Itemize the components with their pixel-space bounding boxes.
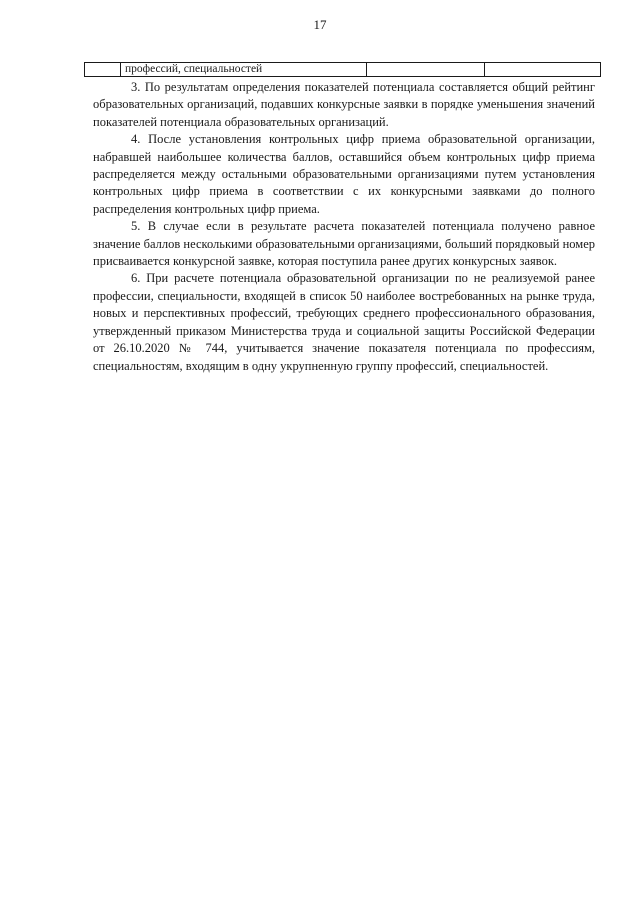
table-cell-number <box>85 63 121 77</box>
paragraph-4: 4. После установления контрольных цифр приема образовательной организации, набравшей наибольшее количества баллов, оставшийся объем контрольных цифр приема распределяется между остальными образовательными организациями путем установления контрольных цифр приема в соответствии с их конкурсными заявками до полного распределения контрольных цифр приема. <box>93 132 595 216</box>
table-cell-score <box>485 63 601 77</box>
document-body <box>93 79 595 375</box>
page-number: 17 <box>313 17 327 32</box>
table-cell-indicator: профессий, специальностей <box>121 63 367 77</box>
paragraph-3: 3. По результатам определения показателей потенциала составляется общий рейтинг образовательных организаций, подавших конкурсные заявки в порядке уменьшения значений показателей потенциала образовательных организаций. <box>93 80 595 129</box>
paragraph-5: 5. В случае если в результате расчета показателей потенциала получено равное значение баллов несколькими образовательными организациями, больший порядковый номер присваивается конкурсной заявке, которая поступила ранее других конкурсных заявок. <box>93 219 595 269</box>
table-cell-value <box>367 63 485 77</box>
table-continuation <box>84 62 601 77</box>
table-row <box>85 63 601 77</box>
paragraph-6: 6. При расчете потенциала образовательной организации по не реализуемой ранее профессии, специальности, входящей в список 50 наиболее востребованных на рынке труда, новых и перспективных профессий, требующих среднего профессионального образования, утвержденный приказом Министерства труда и социальной защиты Российской Федерации от 26.10.2020 № 744, учитывается значение показателя потенциала по профессиям, специальностям, входящим в одну укрупненную группу профессий, специальностей. <box>93 271 595 373</box>
